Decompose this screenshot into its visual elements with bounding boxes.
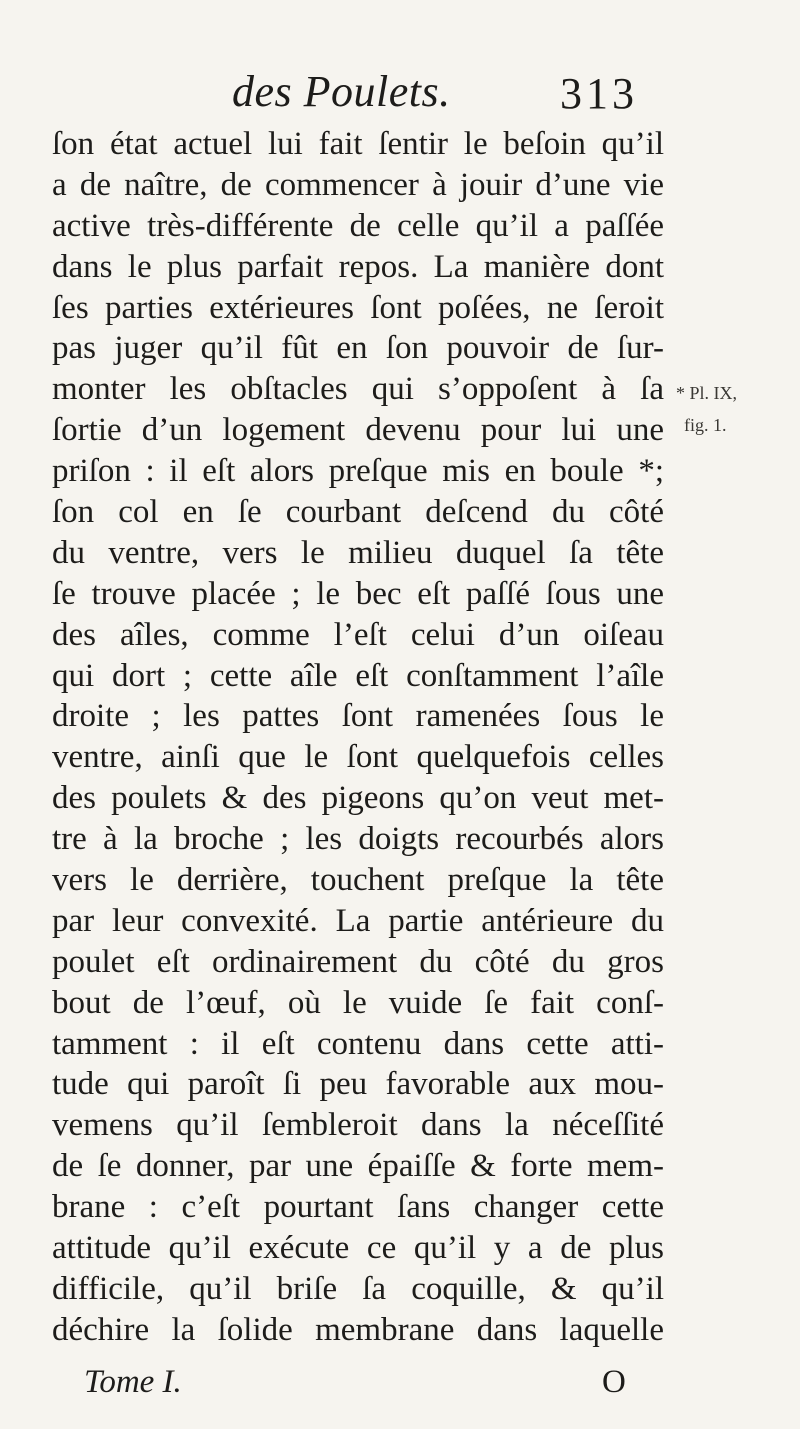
page-header bbox=[0, 64, 800, 124]
text-line: qui dort ; cette aîle eſt conſtamment l’aîle bbox=[52, 657, 664, 694]
text-line: ſon état actuel lui fait ſentir le beſoin qu’il bbox=[52, 126, 664, 162]
text-line: des poulets & des pigeons qu’on veut met- bbox=[52, 780, 664, 817]
text-line: poulet eſt ordinairement du côté du gros bbox=[52, 943, 664, 980]
text-line: difficile, qu’il briſe ſa coquille, & qu’il bbox=[52, 1270, 664, 1307]
text-line: droite ; les pattes ſont ramenées ſous le bbox=[52, 698, 664, 735]
page-footer bbox=[0, 1361, 800, 1405]
text-line: déchire la ſolide membrane dans laquelle bbox=[52, 1311, 664, 1348]
text-line: dans le plus parfait repos. La manière dont bbox=[52, 248, 664, 285]
text-line: par leur convexité. La partie antérieure du bbox=[52, 902, 664, 939]
text-line: brane : c’eſt pourtant ſans changer cette bbox=[52, 1189, 664, 1226]
text-line: attitude qu’il exécute ce qu’il y a de plus bbox=[52, 1230, 664, 1267]
text-line: ſortie d’un logement devenu pour lui une bbox=[52, 412, 664, 449]
text-line: pas juger qu’il fût en ſon pouvoir de ſur- bbox=[52, 330, 664, 367]
text-line: priſon : il eſt alors preſque mis en boule *; bbox=[52, 453, 664, 490]
margin-note-figure: fig. 1. bbox=[684, 415, 727, 435]
text-line: monter les obſtacles qui s’oppoſent à ſa bbox=[52, 371, 664, 408]
text-line: tre à la broche ; les doigts recourbés alors bbox=[52, 821, 664, 858]
margin-note-plate: * Pl. IX, bbox=[676, 383, 738, 403]
text-line: vers le derrière, touchent preſque la tête bbox=[52, 862, 664, 899]
text-line: ſe trouve placée ; le bec eſt paſſé ſous une bbox=[52, 575, 664, 612]
signature-mark: O bbox=[602, 1364, 626, 1400]
volume-label: Tome I. bbox=[84, 1364, 182, 1400]
text-line: active très-différente de celle qu’il a paſſée bbox=[52, 207, 664, 244]
running-title: des Poulets. bbox=[232, 67, 451, 116]
text-line: vemens qu’il ſembleroit dans la néceſſité bbox=[52, 1107, 664, 1144]
text-line: ventre, ainſi que le ſont quelquefois celles bbox=[52, 739, 664, 776]
text-line: des aîles, comme l’eſt celui d’un oiſeau bbox=[52, 616, 664, 653]
body-text bbox=[52, 124, 664, 1351]
text-line: du ventre, vers le milieu duquel ſa tête bbox=[52, 534, 664, 571]
text-line: de ſe donner, par une épaiſſe & forte mem- bbox=[52, 1148, 664, 1185]
text-line: ſes parties extérieures ſont poſées, ne ſeroit bbox=[52, 289, 664, 326]
text-line: bout de l’œuf, où le vuide ſe fait conſ- bbox=[52, 984, 664, 1021]
page-number: 313 bbox=[560, 69, 638, 118]
text-line: ſon col en ſe courbant deſcend du côté bbox=[52, 494, 664, 531]
text-line: a de naître, de commencer à jouir d’une vie bbox=[52, 166, 664, 203]
text-line: tamment : il eſt contenu dans cette atti- bbox=[52, 1025, 664, 1062]
text-line: tude qui paroît ſi peu favorable aux mou- bbox=[52, 1066, 664, 1103]
